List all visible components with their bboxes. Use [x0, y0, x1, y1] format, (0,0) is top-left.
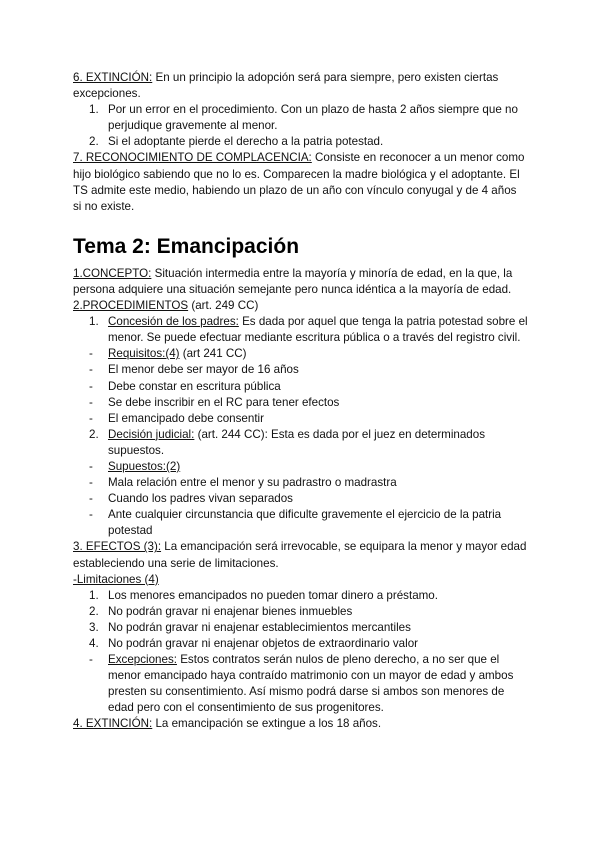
list-marker: 2. [89, 427, 99, 441]
excepciones-text: Estos contratos serán nulos de pleno derecho, a no ser que el menor emancipado haya contraído matrimonio con un mayor de edad y ambos presten su consentimiento. Así mismo podrá darse si ambos son menores de edad pero con el consentimiento de sus progenitores. [108, 653, 514, 715]
list-item [73, 134, 528, 150]
list-marker: 1. [89, 103, 99, 117]
list-marker: 2. [89, 604, 99, 618]
list-item [73, 588, 528, 604]
list-marker: 2. [89, 135, 99, 149]
list-item [73, 395, 528, 411]
concepto-heading: 1.CONCEPTO: [73, 266, 152, 280]
list-item [73, 102, 528, 134]
list-item-requisitos [73, 346, 528, 362]
excepciones-label: Excepciones: [108, 653, 177, 667]
list-item-text: Mala relación entre el menor y su padrastro o madrastra [108, 476, 397, 490]
list-item [73, 604, 528, 620]
section-6-paragraph [73, 70, 528, 102]
list-marker: 1. [89, 588, 99, 602]
list-item-text: Por un error en el procedimiento. Con un plazo de hasta 2 años siempre que no perjudique gravemente al menor. [108, 103, 518, 133]
list-item-text: Se debe inscribir en el RC para tener efectos [108, 395, 340, 409]
list-marker: - [89, 363, 93, 377]
list-item [73, 362, 528, 378]
list-item [73, 475, 528, 491]
section-7-paragraph [73, 150, 528, 214]
list-item-text: Si el adoptante pierde el derecho a la patria potestad. [108, 135, 384, 149]
list-marker: - [89, 653, 93, 667]
requisitos-text: (art 241 CC) [179, 347, 247, 361]
list-marker: 3. [89, 620, 99, 634]
requisitos-label: Requisitos:(4) [108, 347, 180, 361]
section-6-heading: 6. EXTINCIÓN: [73, 71, 153, 84]
procedimientos-heading: 2.PROCEDIMIENTOS [73, 299, 189, 313]
concepto-text: Situación intermedia entre la mayoría y minoría de edad, en la que, la persona adquiere una situación semejante pero nunca idéntica a la mayoría de edad. [73, 266, 513, 296]
list-item-supuestos [73, 459, 528, 475]
list-marker: - [89, 492, 93, 506]
list-marker: - [89, 508, 93, 522]
section-7-heading: 7. RECONOCIMIENTO DE COMPLACENCIA: [73, 151, 312, 165]
list-item [73, 491, 528, 507]
limitaciones-label: -Limitaciones (4) [73, 572, 159, 586]
list-item [73, 507, 528, 539]
list-item-text: Los menores emancipados no pueden tomar dinero a préstamo. [108, 588, 438, 602]
list-item [73, 379, 528, 395]
list-item-decision [73, 427, 528, 459]
concesion-label: Concesión de los padres: [108, 315, 239, 329]
list-marker: - [89, 459, 93, 473]
list-item-text: No podrán gravar ni enajenar objetos de extraordinario valor [108, 637, 418, 650]
extincion-text: La emancipación se extingue a los 18 años. [152, 717, 382, 731]
page-title: Tema 2: Emancipación [73, 234, 300, 258]
list-marker: - [89, 411, 93, 425]
list-item [73, 620, 528, 636]
list-item-text: No podrán gravar ni enajenar bienes inmuebles [108, 604, 353, 618]
list-item-text: El emancipado debe consentir [108, 411, 264, 425]
section-7-text: Consiste en reconocer a un menor como hijo biológico sabiendo que no lo es. Comparecen la madre biológica y el adoptante. El TS admite este medio, habiendo un plazo de un año con vínculo conyugal y de 4 años si no existe. [73, 151, 525, 213]
list-marker: - [89, 347, 93, 361]
procedimientos-text: (art. 249 CC) [188, 299, 259, 313]
document-page [73, 70, 528, 733]
section-6-text: En un principio la adopción será para siempre, pero existen ciertas excepciones. [73, 71, 499, 101]
list-item-text: Ante cualquier circunstancia que dificulte gravemente el ejercicio de la patria potestad [108, 508, 502, 538]
efectos-text: La emancipación será irrevocable, se equipara la menor y mayor edad estableciendo una serie de limitaciones. [73, 540, 527, 570]
concesion-text: Es dada por aquel que tenga la patria potestad sobre el menor. Se puede efectuar mediante escritura pública o a través del registro civil. [108, 315, 528, 345]
list-marker: 4. [89, 637, 99, 650]
extincion-paragraph [73, 716, 528, 732]
list-item-text: El menor debe ser mayor de 16 años [108, 363, 299, 377]
procedimientos-paragraph [73, 298, 528, 314]
list-marker: - [89, 476, 93, 490]
list-item-concesion [73, 314, 528, 346]
list-item-excepciones [73, 652, 528, 716]
efectos-heading: 3. EFECTOS (3): [73, 540, 162, 554]
supuestos-label: Supuestos:(2) [108, 459, 181, 473]
concepto-paragraph [73, 266, 528, 298]
extincion-heading: 4. EXTINCIÓN: [73, 717, 153, 731]
list-marker: - [89, 395, 93, 409]
list-item-text: No podrán gravar ni enajenar establecimientos mercantiles [108, 620, 411, 634]
decision-label: Decisión judicial: [108, 427, 195, 441]
list-item-text: Debe constar en escritura pública [108, 379, 281, 393]
efectos-paragraph [73, 539, 528, 571]
decision-text: (art. 244 CC): Esta es dada por el juez en determinados supuestos. [108, 427, 486, 457]
list-item [73, 411, 528, 427]
list-item-text: Cuando los padres vivan separados [108, 492, 293, 506]
list-marker: - [89, 379, 93, 393]
list-marker: 1. [89, 315, 99, 329]
list-item [73, 636, 528, 652]
